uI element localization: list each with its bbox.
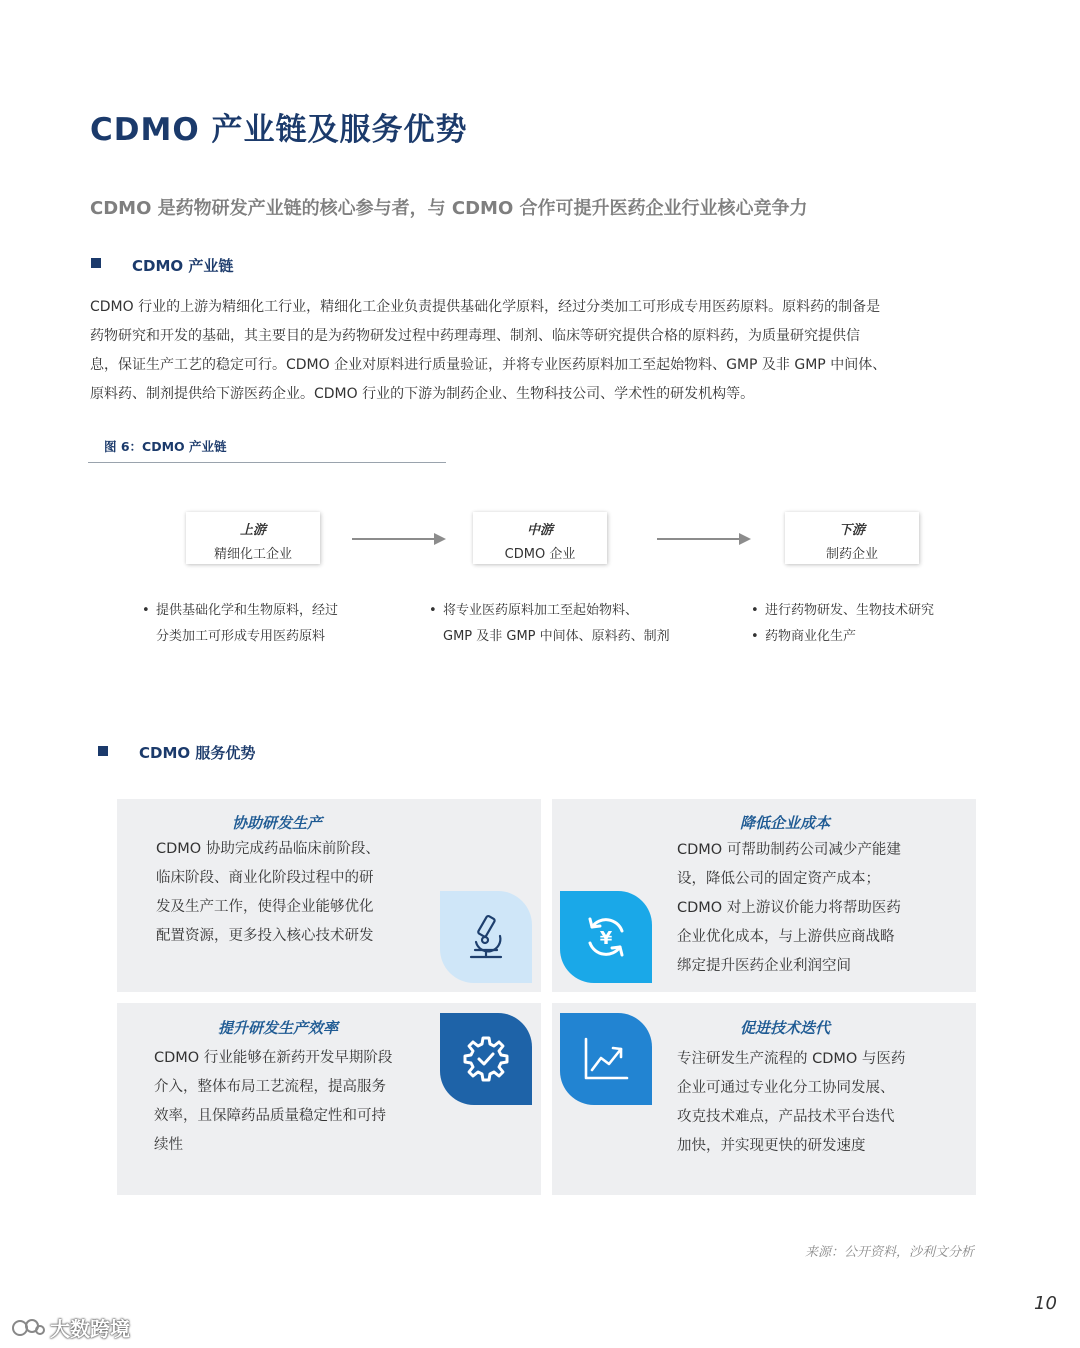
trend-chart-icon (581, 1034, 631, 1084)
chain-box-upstream (186, 512, 320, 564)
panel-line: 发及生产工作，使得企业能够优化 (156, 899, 374, 915)
panel-text (677, 836, 901, 981)
panel-line: 效率，且保障药品质量稳定性和可持 (154, 1108, 386, 1124)
page-subtitle: CDMO 是药物研发产业链的核心参与者，与 CDMO 合作可提升医药企业行业核心竞争力 (90, 198, 808, 219)
arrow-right-icon (352, 531, 446, 547)
microscope-icon (463, 912, 509, 962)
gear-check-icon (461, 1034, 511, 1084)
panel-line: CDMO 可帮助制药公司减少产能建 (677, 842, 901, 858)
paragraph-line: CDMO 行业的上游为精细化工行业，精细化工企业负责提供基础化学原料，经过分类加工可形成专用医药原料。原料药的制备是 (90, 299, 881, 315)
source-note: 来源：公开资料，沙利文分析 (805, 1245, 975, 1260)
yuan-cycle-tile (560, 891, 652, 983)
page-number: 10 (1034, 1293, 1057, 1314)
yuan-cycle-icon (580, 911, 632, 963)
section-heading-advantages: CDMO 服务优势 (139, 744, 256, 762)
caption-divider (88, 462, 446, 463)
list-item: • 提供基础化学和生物原料，经过 (142, 598, 338, 624)
paragraph-line: 息，保证生产工艺的稳定可行。CDMO 企业对原料进行质量验证，并将专业医药原料加工至起始物料、GMP 及非 GMP 中间体、 (90, 357, 887, 373)
chain-description (90, 293, 995, 409)
panel-text (154, 1044, 392, 1160)
panel-line: 专注研发生产流程的 CDMO 与医药 (677, 1051, 906, 1067)
panel-line: 攻克技术难点，产品技术平台迭代 (677, 1109, 895, 1125)
panel-line: 续性 (154, 1137, 183, 1153)
watermark (10, 1313, 130, 1342)
midstream-bullets (429, 598, 670, 650)
list-item: • 将专业医药原料加工至起始物料、 (429, 598, 670, 624)
paragraph-line: 药物研究和开发的基础，其主要目的是为药物研发过程中药理毒理、制剂、临床等研究提供合格的原料药，为质量研究提供信 (90, 328, 860, 344)
stage-label: 中游 (526, 523, 553, 538)
panel-line: 加快，并实现更快的研发速度 (677, 1138, 866, 1154)
paragraph-line: 原料药、制剂提供给下游医药企业。CDMO 行业的下游为制药企业、生物科技公司、学术性的研发机构等。 (90, 386, 755, 402)
stage-entity: 精细化工企业 (213, 547, 292, 562)
figure-caption: 图 6：CDMO 产业链 (104, 439, 227, 454)
panel-line: 介入，整体布局工艺流程，提高服务 (154, 1079, 386, 1095)
upstream-bullets (142, 598, 338, 650)
panel-line: CDMO 对上游议价能力将帮助医药 (677, 900, 901, 916)
stage-label: 上游 (239, 523, 266, 538)
chain-box-midstream (473, 512, 607, 564)
stage-entity: CDMO 企业 (504, 547, 576, 562)
section-heading-chain: CDMO 产业链 (132, 257, 234, 275)
chain-box-downstream (785, 512, 919, 564)
gear-check-tile (440, 1013, 532, 1105)
panel-title: 协助研发生产 (232, 814, 323, 832)
panel-line: 绑定提升医药企业利润空间 (677, 958, 851, 974)
panel-title: 降低企业成本 (740, 814, 831, 832)
panel-line: 配置资源，更多投入核心技术研发 (156, 928, 374, 944)
panel-line: 设，降低公司的固定资产成本； (677, 871, 880, 887)
list-item-continuation: 分类加工可形成专用医药原料 (156, 629, 326, 644)
svg-text:¥: ¥ (599, 928, 613, 949)
arrow-right-icon (657, 531, 751, 547)
microscope-tile (440, 891, 532, 983)
list-item-continuation: GMP 及非 GMP 中间体、原料药、制剂 (443, 629, 670, 644)
panel-title: 提升研发生产效率 (218, 1019, 339, 1037)
section-bullet-square (98, 746, 108, 756)
trend-chart-tile (560, 1013, 652, 1105)
panel-line: 临床阶段、商业化阶段过程中的研 (156, 870, 374, 886)
section-bullet-square (91, 258, 101, 268)
panel-title: 促进技术迭代 (740, 1019, 831, 1037)
panel-line: CDMO 协助完成药品临床前阶段、 (156, 841, 380, 857)
list-item: • 药物商业化生产 (751, 624, 934, 650)
watermark-logo-icon (10, 1316, 46, 1340)
panel-text (677, 1045, 905, 1161)
panel-line: 企业可通过专业化分工协同发展、 (677, 1080, 895, 1096)
panel-line: CDMO 行业能够在新药开发早期阶段 (154, 1050, 393, 1066)
stage-label: 下游 (838, 523, 865, 538)
list-item: • 进行药物研发、生物技术研究 (751, 598, 934, 624)
downstream-bullets (751, 598, 934, 650)
panel-line: 企业优化成本，与上游供应商战略 (677, 929, 895, 945)
page-title: CDMO 产业链及服务优势 (90, 112, 468, 148)
watermark-text: 大数跨境 (50, 1317, 130, 1341)
panel-text (156, 835, 380, 951)
stage-entity: 制药企业 (825, 547, 878, 562)
